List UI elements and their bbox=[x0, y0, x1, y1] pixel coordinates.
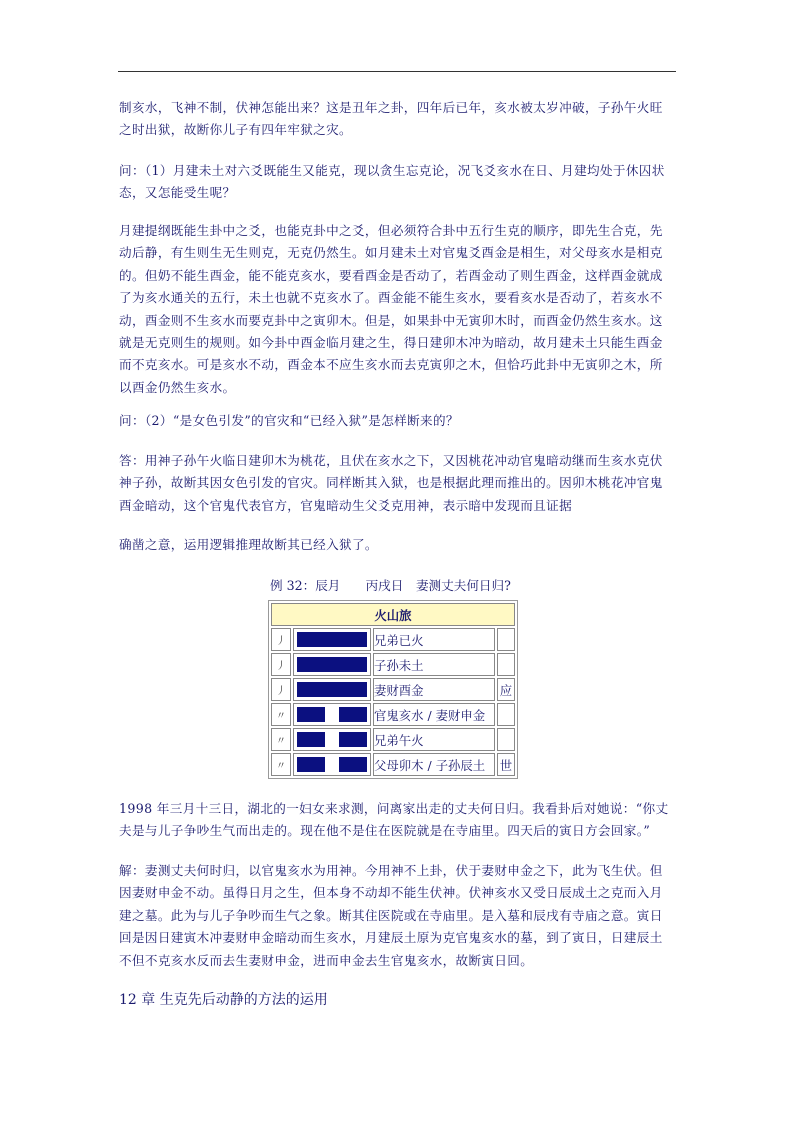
line-role bbox=[497, 703, 515, 726]
line-role: 应 bbox=[497, 678, 515, 701]
yang-bar bbox=[297, 657, 367, 672]
case-description: 1998 年三月十三日，湖北的一妇女来求测，问离家出走的丈夫何日归。我看卦后对她说：“你丈夫是与儿子争吵生气而出走的。现在他不是住在医院就是在寺庙里。四天后的寅日方会回家。” bbox=[119, 801, 669, 839]
line-label: 子孙未土 bbox=[373, 653, 495, 676]
line-mark: 丿 bbox=[271, 678, 291, 701]
yang-line bbox=[293, 628, 371, 651]
yin-line bbox=[293, 728, 371, 751]
chapter-heading: 12 章 生克先后动静的方法的运用 bbox=[119, 992, 328, 1008]
line-role bbox=[497, 653, 515, 676]
yin-bar-left bbox=[297, 757, 325, 772]
line-label: 父母卯木 / 子孙辰土 bbox=[373, 753, 495, 776]
example-caption: 例 32：辰月 丙戌日 妻测丈夫何日归? bbox=[270, 578, 511, 593]
yin-line bbox=[293, 703, 371, 726]
question-2: 问：（2）“是女色引发”的官灾和“已经入狱”是怎样断来的？ bbox=[119, 413, 459, 428]
hexagram-line-row bbox=[271, 653, 515, 676]
hexagram-title-row bbox=[271, 603, 515, 626]
line-label: 兄弟午火 bbox=[373, 728, 495, 751]
case-explanation: 解：妻测丈夫何时归，以官鬼亥水为用神。今用神不上卦，伏于妻财申金之下，此为飞生伏。但因妻财申金不动。虽得日月之生，但本身不动却不能生伏神。伏神亥水又受日辰成土之克而入月建之墓。此为与儿子争吵而生气之象。断其住医院或在寺庙里。是入墓和辰戌有寺庙之意。寅日回是因日建寅木冲妻财申金暗动而生亥水，月建辰土原为克官鬼亥水的墓，到了寅日，日建辰土不但不克亥水反而去生妻财申金，进而申金去生官鬼亥水，故断寅日回。 bbox=[119, 863, 663, 968]
hexagram-line-row bbox=[271, 703, 515, 726]
top-rule bbox=[118, 71, 676, 72]
yang-line bbox=[293, 653, 371, 676]
line-mark: 〃 bbox=[271, 753, 291, 776]
line-mark: 丿 bbox=[271, 628, 291, 651]
yang-bar bbox=[297, 632, 367, 647]
question-1: 问：（1）月建未土对六爻既能生又能克，现以贪生忘克论，况飞爻亥水在日、月建均处于休囚状态，又怎能受生呢？ bbox=[119, 163, 665, 201]
line-mark: 〃 bbox=[271, 728, 291, 751]
line-role bbox=[497, 628, 515, 651]
hexagram-line-row bbox=[271, 753, 515, 776]
yin-bar-right bbox=[339, 732, 367, 747]
line-label: 妻财酉金 bbox=[373, 678, 495, 701]
yin-bar-right bbox=[339, 757, 367, 772]
line-mark: 〃 bbox=[271, 703, 291, 726]
hexagram-name: 火山旅 bbox=[271, 603, 515, 626]
hexagram-line-row bbox=[271, 628, 515, 651]
yang-line bbox=[293, 678, 371, 701]
yin-bar-left bbox=[297, 707, 325, 722]
answer-2: 答：用神子孙午火临日建卯木为桃花，且伏在亥水之下，又因桃花冲动官鬼暗动继而生亥水克伏神子孙，故断其因女色引发的官灾。同样断其入狱，也是根据此理而推出的。因卯木桃花冲官鬼酉金暗动，这个官鬼代表官方，官鬼暗动生父爻克用神，表示暗中发现而且证据 bbox=[119, 453, 663, 513]
yin-bar-right bbox=[339, 707, 367, 722]
hexagram-table bbox=[268, 600, 518, 779]
line-label: 官鬼亥水 / 妻财申金 bbox=[373, 703, 495, 726]
yin-line bbox=[293, 753, 371, 776]
line-label: 兄弟已火 bbox=[373, 628, 495, 651]
yang-bar bbox=[297, 682, 367, 697]
answer-2-conclusion: 确凿之意，运用逻辑推理故断其已经入狱了。 bbox=[119, 537, 378, 552]
line-role: 世 bbox=[497, 753, 515, 776]
hexagram-line-row bbox=[271, 678, 515, 701]
hexagram-line-row bbox=[271, 728, 515, 751]
line-mark: 丿 bbox=[271, 653, 291, 676]
answer-1: 月建提纲既能生卦中之爻，也能克卦中之爻，但必须符合卦中五行生克的顺序，即先生合克，先动后静，有生则生无生则克，无克仍然生。如月建未土对官鬼爻酉金是相生，对父母亥水是相克的。但奶不能生酉金，能不能克亥水，要看酉金是否动了，若酉金动了则生酉金，这样酉金就成了为亥水通关的五行，未土也就不克亥水了。酉金能不能生亥水，要看亥水是否动了，若亥水不动，酉金则不生亥水而要克卦中之寅卯木。但是，如果卦中无寅卯木时，而酉金仍然生亥水。这就是无克则生的规则。如今卦中酉金临月建之生，得日建卯木冲为暗动，故月建未土只能生酉金而不克亥水。可是亥水不动，酉金本不应生亥水而去克寅卯之木，但恰巧此卦中无寅卯之木，所以酉金仍然生亥水。 bbox=[119, 223, 663, 395]
line-role bbox=[497, 728, 515, 751]
paragraph-continuation: 制亥水，飞神不制，伏神怎能出来？这是丑年之卦，四年后已年，亥水被太岁冲破，子孙午火旺之时出狱，故断你儿子有四年牢狱之灾。 bbox=[119, 100, 663, 138]
yin-bar-left bbox=[297, 732, 325, 747]
